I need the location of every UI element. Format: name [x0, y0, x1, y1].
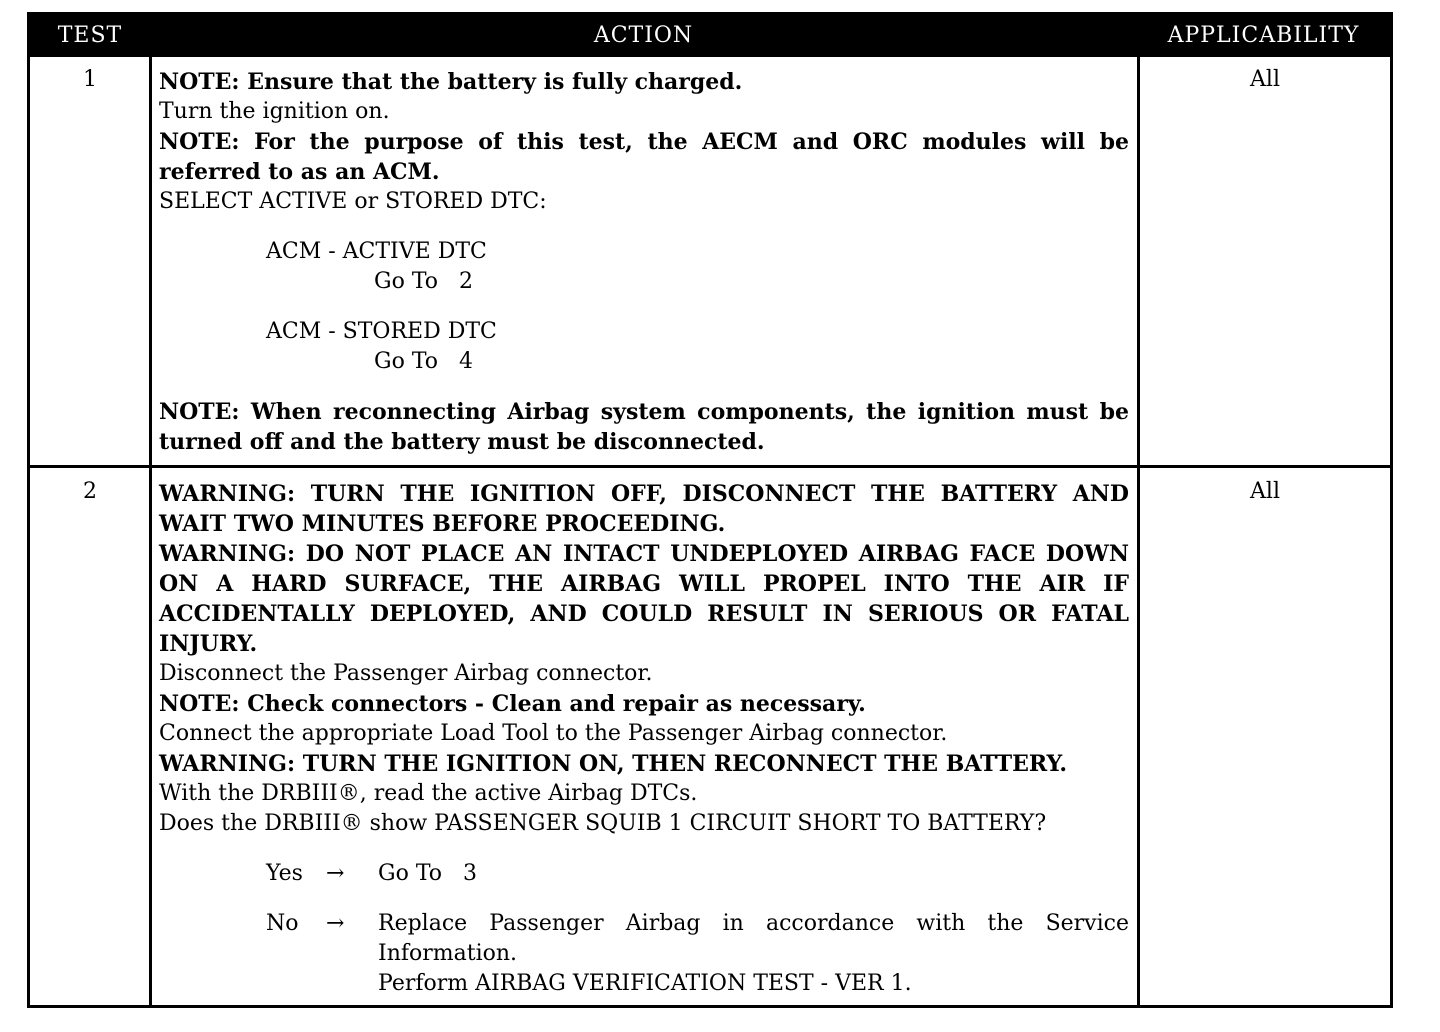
answer-no-text: Replace Passenger Airbag in accordance with the Service Information. — [378, 911, 1129, 966]
note-battery-charged: NOTE: Ensure that the battery is fully charged. — [159, 69, 743, 95]
row-divider — [30, 465, 1390, 468]
option-stored-dtc: ACM - STORED DTC — [266, 319, 497, 344]
warning-ignition-off: WARNING: TURN THE IGNITION OFF, DISCONNECT THE BATTERY AND WAIT TWO MINUTES BEFORE PROCEEDING. — [159, 481, 1129, 537]
warning-ignition-on: WARNING: TURN THE IGNITION ON, THEN RECONNECT THE BATTERY. — [159, 751, 1068, 777]
step-connect-load-tool: Connect the appropriate Load Tool to the Passenger Airbag connector. — [159, 721, 948, 746]
option-active-dtc-goto: Go To 2 — [374, 269, 473, 294]
note-acm-definition: NOTE: For the purpose of this test, the AECM and ORC modules will be referred to as an ACM. — [159, 129, 1129, 185]
header-action: ACTION — [593, 23, 694, 48]
answer-no — [159, 909, 1129, 999]
header-test: TEST — [57, 23, 123, 48]
row-1-action — [159, 67, 1129, 457]
question-squib-short: Does the DRBIII® show PASSENGER SQUIB 1 CIRCUIT SHORT TO BATTERY? — [159, 811, 1047, 836]
warning-airbag-face-down: WARNING: DO NOT PLACE AN INTACT UNDEPLOYED AIRBAG FACE DOWN ON A HARD SURFACE, THE AIRBAG WILL PROPEL INTO THE AIR IF ACCIDENTALLY DEPLOYED, AND COULD RESULT IN SERIOUS OR FATAL INJURY. — [159, 541, 1129, 657]
step-read-dtcs: With the DRBIII®, read the active Airbag DTCs. — [159, 781, 698, 806]
answer-yes-label: Yes — [266, 861, 303, 886]
answer-yes — [159, 859, 1129, 889]
note-check-connectors: NOTE: Check connectors - Clean and repair as necessary. — [159, 691, 866, 717]
step-disconnect-airbag: Disconnect the Passenger Airbag connector. — [159, 661, 653, 686]
row-2-applicability: All — [1250, 479, 1280, 504]
option-stored-dtc-goto: Go To 4 — [374, 349, 473, 374]
row-2-test-number: 2 — [83, 479, 97, 504]
answer-no-verification: Perform AIRBAG VERIFICATION TEST - VER 1. — [378, 971, 912, 996]
arrow-right-icon: → — [326, 861, 345, 886]
row-1-test-number: 1 — [83, 67, 97, 92]
diagnostic-test-table — [27, 12, 1393, 1008]
answer-no-label: No — [266, 911, 299, 936]
row-2-action — [159, 479, 1129, 999]
column-divider-test — [149, 57, 152, 1005]
table-header — [30, 15, 1390, 57]
note-reconnecting-components: NOTE: When reconnecting Airbag system components, the ignition must be turned off and the battery must be disconnected. — [159, 399, 1129, 455]
step-turn-ignition-on: Turn the ignition on. — [159, 99, 390, 124]
arrow-right-icon: → — [326, 911, 345, 936]
header-applicability: APPLICABILITY — [1167, 23, 1360, 48]
select-dtc-prompt: SELECT ACTIVE or STORED DTC: — [159, 189, 547, 214]
column-divider-applicability — [1137, 57, 1140, 1005]
row-1-applicability: All — [1250, 67, 1280, 92]
option-active-dtc: ACM - ACTIVE DTC — [266, 239, 487, 264]
answer-yes-text: Go To 3 — [378, 861, 477, 886]
